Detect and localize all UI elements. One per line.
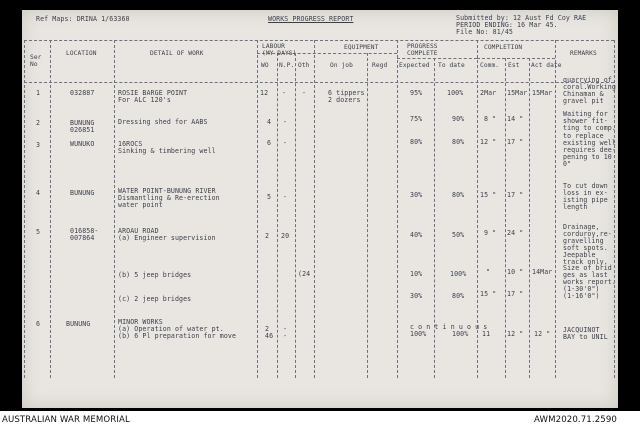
row-comm: 12 " bbox=[480, 138, 497, 146]
row-prog-to-date: 100% bbox=[447, 89, 464, 97]
row-remarks: To cut down loss in ex- isting pipe length bbox=[563, 182, 608, 211]
col-header-progress: PROGRESS COMPLETE bbox=[407, 43, 438, 57]
row-prog-to-date: 90% bbox=[452, 115, 465, 123]
col-header-ser-no: Ser No bbox=[30, 54, 42, 68]
row-detail: AROAU ROAD (a) Engineer supervision bbox=[118, 227, 216, 242]
col-line bbox=[505, 58, 506, 378]
row-prog-to-date: 100% bbox=[450, 270, 467, 278]
row-detail: MINOR WORKS (a) Operation of water pt. (b) 6 Pl preparation for move bbox=[118, 318, 237, 340]
row-location: WUNUKO bbox=[70, 140, 95, 148]
row-comm: 15 " bbox=[480, 191, 497, 199]
col-header-prog-to-date: To date bbox=[438, 62, 465, 69]
row-remarks: Waiting for shower fit- ting to comp. bbox=[563, 110, 616, 132]
row-comm: 2Mar bbox=[480, 89, 497, 97]
col-header-labour-np: N.P. bbox=[279, 62, 295, 69]
row-ser: 1 bbox=[36, 89, 41, 97]
row-prog-to-date: 80% bbox=[452, 191, 465, 199]
row-detail: WATER POINT-BUNUNG RIVER Dismantling & Re-erection water point bbox=[118, 187, 220, 209]
col-line bbox=[397, 40, 398, 378]
row-prog-expected: 30% bbox=[410, 191, 423, 199]
row-location: 016858- 007864 bbox=[70, 227, 99, 242]
row-prog-to-date: 80% bbox=[452, 292, 465, 300]
row-labour-wo: 12 bbox=[260, 89, 269, 97]
col-header-equip-on-job: On job bbox=[330, 62, 353, 69]
row-location: 032887 bbox=[70, 89, 95, 97]
row-comm: " bbox=[486, 268, 491, 276]
row-remarks: Size of brid ges as last works report. (1-30'0") (1-16'0") bbox=[563, 264, 616, 300]
col-header-location: LOCATION bbox=[66, 50, 97, 57]
col-header-equipment: EQUIPMENT bbox=[344, 44, 379, 51]
report-title: WORKS PROGRESS REPORT bbox=[268, 15, 354, 23]
row-remarks: Drainage, corduroy,re- gravelling soft spots. Jeepable track only. bbox=[563, 223, 612, 266]
file-number: File No: 81/45 bbox=[456, 28, 513, 36]
col-line bbox=[555, 40, 556, 378]
row-labour-np: - - bbox=[283, 325, 288, 340]
document-page bbox=[22, 10, 618, 408]
row-detail: (b) 5 jeep bridges bbox=[118, 271, 192, 279]
row-prog-expected: 75% bbox=[410, 115, 423, 123]
row-ser: 3 bbox=[36, 141, 41, 149]
archive-footer bbox=[0, 411, 640, 428]
row-prog-expected: 40% bbox=[410, 231, 423, 239]
row-ser: 5 bbox=[36, 228, 41, 236]
ref-maps: Ref Maps: DRINA 1/63360 bbox=[36, 15, 130, 23]
row-est: 10 " bbox=[507, 268, 524, 276]
row-remarks: to replace existing well requires dee- pening to 10 0" bbox=[563, 132, 616, 168]
row-comm: 9 " bbox=[484, 229, 497, 237]
col-header-completion: COMPLETION bbox=[484, 44, 523, 51]
row-prog-expected: c o n t i n u o u s 100% bbox=[410, 323, 488, 338]
row-detail: (c) 2 jeep bridges bbox=[118, 295, 192, 303]
row-detail: 16ROCS Sinking & timbering well bbox=[118, 140, 216, 155]
row-labour-wo: 2 46 bbox=[265, 325, 274, 340]
row-labour-wo: 4 bbox=[267, 118, 272, 126]
col-line bbox=[295, 53, 296, 378]
row-prog-expected: 10% bbox=[410, 270, 423, 278]
row-comm: 15 " bbox=[480, 290, 497, 298]
col-header-equip-regd: Regd bbox=[372, 62, 388, 69]
col-line bbox=[114, 40, 115, 378]
row-est: 24 " bbox=[507, 229, 524, 237]
col-header-prog-expected: Expected bbox=[399, 62, 430, 69]
completion-subrule bbox=[477, 58, 555, 59]
row-prog-expected: 30% bbox=[410, 292, 423, 300]
table-top-rule bbox=[24, 40, 614, 41]
col-line bbox=[50, 40, 51, 378]
row-est: 17 " bbox=[507, 191, 524, 199]
row-prog-to-date: 100% bbox=[452, 330, 469, 338]
row-prog-expected: 95% bbox=[410, 89, 423, 97]
row-est: 15Mar bbox=[507, 89, 528, 97]
row-remarks: JACQUINOT BAY to UNIL bbox=[563, 326, 608, 341]
col-header-detail: DETAIL OF WORK bbox=[150, 50, 204, 57]
row-prog-expected: 80% bbox=[410, 138, 423, 146]
row-labour-np: - bbox=[282, 89, 287, 97]
footer-institution: AUSTRALIAN WAR MEMORIAL bbox=[2, 415, 130, 425]
row-comm: 11 bbox=[482, 330, 491, 338]
progress-subrule bbox=[397, 58, 477, 59]
row-prog-to-date: 50% bbox=[452, 231, 465, 239]
col-line bbox=[277, 53, 278, 378]
row-est: 12 " bbox=[507, 330, 524, 338]
row-detail: ROSIE BARGE POINT For ALC 120's bbox=[118, 89, 188, 104]
row-remarks: quarrying of coral.Working Chinaman & gravel pit bbox=[563, 76, 616, 105]
row-prog-to-date: 80% bbox=[452, 138, 465, 146]
row-location: BUNUNG 026851 bbox=[70, 119, 95, 134]
submitted-by: Submitted by: 12 Aust Fd Coy RAE bbox=[456, 14, 587, 22]
row-labour-wo: 5 bbox=[267, 193, 272, 201]
col-line bbox=[314, 40, 315, 378]
row-est: 14 " bbox=[507, 115, 524, 123]
row-comm: 8 " bbox=[484, 115, 497, 123]
col-header-act-date: Act date bbox=[531, 62, 562, 69]
row-act: 12 " bbox=[534, 330, 551, 338]
row-ser: 2 bbox=[36, 119, 41, 127]
row-location: BUNUNG bbox=[66, 320, 91, 328]
col-header-est: Est bbox=[508, 62, 520, 69]
row-labour-wo: 2 bbox=[265, 232, 270, 240]
footer-accession-number: AWM2020.71.2590 bbox=[534, 415, 617, 425]
col-line bbox=[24, 40, 25, 378]
col-header-comm: Comm. bbox=[480, 62, 500, 69]
row-labour-np: - bbox=[283, 193, 288, 201]
row-labour-wo: 6 bbox=[267, 139, 272, 147]
col-header-remarks: REMARKS bbox=[570, 50, 597, 57]
row-location: BUNUNG bbox=[70, 189, 95, 197]
row-equip-on-job: 6 tippers 2 dozers bbox=[328, 89, 365, 104]
col-line bbox=[529, 58, 530, 378]
row-est: 17 " bbox=[507, 138, 524, 146]
row-detail: Dressing shed for AABS bbox=[118, 118, 208, 126]
col-line bbox=[367, 53, 368, 378]
col-header-labour-wo: WO bbox=[261, 62, 269, 69]
row-act: 15Mar bbox=[532, 89, 553, 97]
row-act: 14Mar bbox=[532, 268, 553, 276]
row-ser: 6 bbox=[36, 320, 41, 328]
row-labour-np: 20 bbox=[281, 232, 290, 240]
col-line bbox=[257, 40, 258, 378]
row-labour-oth: - bbox=[302, 89, 307, 97]
period-ending: PERIOD ENDING: 16 Mar 45. bbox=[456, 21, 558, 29]
row-labour-np: - bbox=[283, 118, 288, 126]
row-ser: 4 bbox=[36, 189, 41, 197]
row-labour-np: - bbox=[283, 139, 288, 147]
table-header-rule bbox=[24, 82, 614, 83]
col-header-labour-oth: Oth bbox=[298, 62, 310, 69]
col-header-labour: LABOUR (MY DAYS) bbox=[262, 43, 297, 57]
row-est: 17 " bbox=[507, 290, 524, 298]
row-labour-oth: (24 bbox=[298, 270, 311, 278]
